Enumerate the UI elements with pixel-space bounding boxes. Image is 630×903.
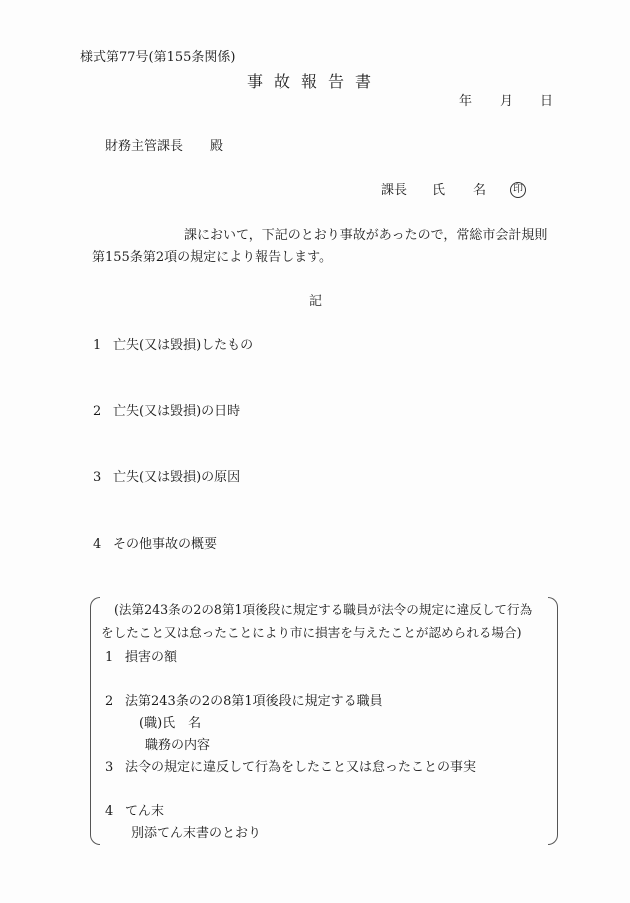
item-2-number: 2 xyxy=(93,404,102,419)
left-bracket xyxy=(90,597,100,845)
bracket-item-4-label: てん末 xyxy=(125,804,165,819)
item-3-label: 亡失(又は毀損)の原因 xyxy=(113,470,241,485)
date-month-label: 月 xyxy=(500,94,514,109)
bracket-item-3-label: 法令の規定に違反して行為をしたこと又は怠ったことの事実 xyxy=(125,760,477,775)
addressee-honorific: 殿 xyxy=(210,139,224,154)
document-title: 事故報告書 xyxy=(247,72,383,91)
date-year-label: 年 xyxy=(459,94,473,109)
item-1-number: 1 xyxy=(93,338,102,353)
bracket-intro-line-1: (法第243条の2の8第1項後段に規定する職員が法令の規定に違反して行為 xyxy=(114,602,533,617)
bracket-item-1-number: 1 xyxy=(105,650,114,665)
note-heading: 記 xyxy=(309,294,323,309)
item-4-label: その他事故の概要 xyxy=(113,537,218,552)
item-3-number: 3 xyxy=(93,470,102,485)
body-line-2: 第155条第2項の規定により報告します。 xyxy=(92,250,333,265)
item-1-label: 亡失(又は毀損)したもの xyxy=(113,338,254,353)
item-2-label: 亡失(又は毀損)の日時 xyxy=(113,404,241,419)
bracket-item-2-label: 法第243条の2の8第1項後段に規定する職員 xyxy=(125,694,383,709)
addressee-name: 財務主管課長 xyxy=(105,139,184,154)
seal-icon: 印 xyxy=(510,182,526,198)
bracket-item-2-sub-duties: 職務の内容 xyxy=(145,738,211,753)
item-4-number: 4 xyxy=(93,537,102,552)
sender-role: 課長 xyxy=(381,183,408,198)
sender-name-label-2: 名 xyxy=(473,183,487,198)
form-number: 様式第77号(第155条関係) xyxy=(80,50,236,65)
bracket-item-2-sub-name: (職)氏 名 xyxy=(139,716,202,731)
bracket-item-4-number: 4 xyxy=(105,804,114,819)
body-line-1: 課において，下記のとおり事故があったので，常総市会計規則 xyxy=(184,228,548,243)
bracket-item-4-sub: 別添てん末書のとおり xyxy=(131,826,262,841)
bracket-item-3-number: 3 xyxy=(105,760,114,775)
date-day-label: 日 xyxy=(540,94,554,109)
bracket-item-1-label: 損害の額 xyxy=(125,650,178,665)
bracket-item-2-number: 2 xyxy=(105,694,114,709)
sender-name-label-1: 氏 xyxy=(432,183,446,198)
right-bracket xyxy=(548,597,558,845)
bracket-intro-line-2: をしたこと又は怠ったことにより市に損害を与えたことが認められる場合) xyxy=(101,625,522,640)
